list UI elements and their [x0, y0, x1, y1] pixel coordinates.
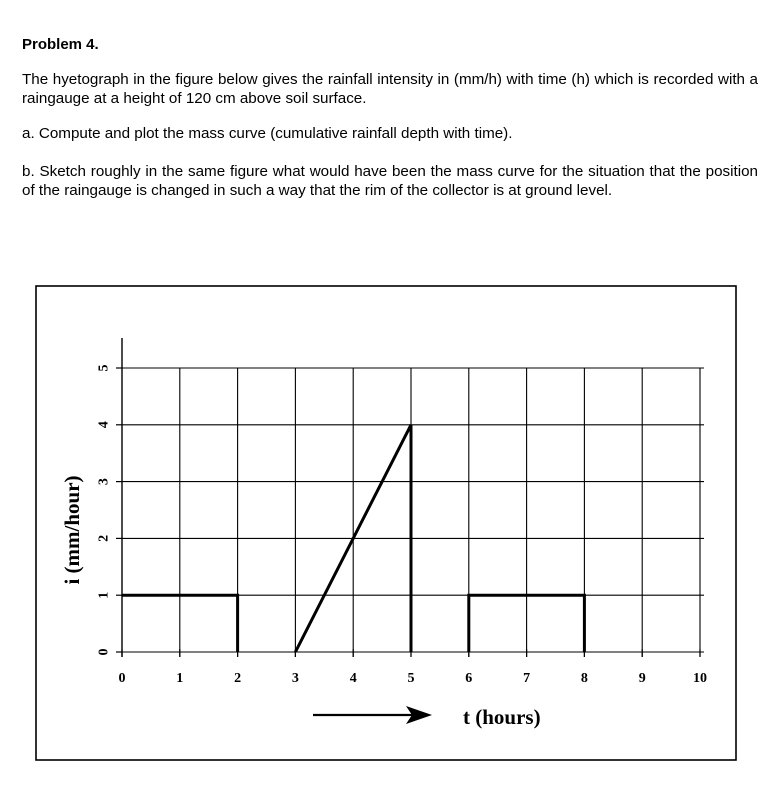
- problem-part-b: b. Sketch roughly in the same figure what would have been the mass curve for the situation that the position of the raingauge is changed in such a way that the rim of the collector is at ground level.: [22, 163, 758, 199]
- x-tick-label-9: 9: [638, 671, 646, 686]
- x-tick-label-5: 5: [407, 671, 415, 686]
- y-tick-label-4: 4: [96, 421, 112, 429]
- problem-intro: The hyetograph in the figure below gives the rainfall intensity in (mm/h) with time (h) which is recorded with a raingauge at a height of 120 cm above soil surface.: [22, 71, 758, 107]
- figure-frame: [36, 286, 736, 760]
- y-tick-label-0: 0: [96, 648, 112, 656]
- x-tick-label-10: 10: [693, 671, 707, 686]
- problem-title: Problem 4.: [22, 36, 99, 53]
- x-tick-label-2: 2: [234, 671, 242, 686]
- x-tick-label-8: 8: [580, 671, 588, 686]
- x-tick-label-1: 1: [176, 671, 184, 686]
- x-tick-label-0: 0: [118, 671, 126, 686]
- x-tick-label-3: 3: [291, 671, 299, 686]
- y-tick-label-3: 3: [96, 478, 112, 486]
- x-axis-title: t (hours): [463, 705, 541, 729]
- y-tick-label-1: 1: [96, 591, 112, 599]
- problem-part-a: a. Compute and plot the mass curve (cumulative rainfall depth with time).: [22, 125, 513, 142]
- x-tick-label-4: 4: [349, 671, 357, 686]
- y-tick-label-2: 2: [96, 534, 112, 542]
- x-tick-label-6: 6: [465, 671, 473, 686]
- x-tick-label-7: 7: [523, 671, 531, 686]
- y-axis-title: i (mm/hour): [60, 475, 84, 585]
- y-tick-label-5: 5: [96, 364, 112, 372]
